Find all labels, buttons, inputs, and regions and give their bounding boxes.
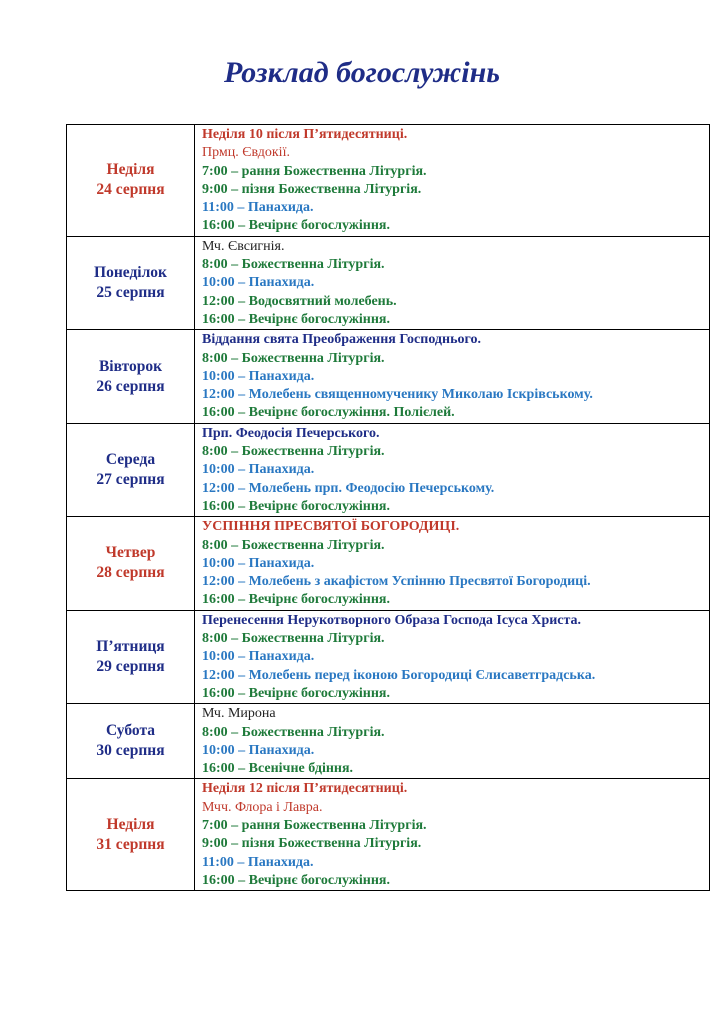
event-line: 12:00 – Молебень священномученику Миколаю Іскрівському. [202, 387, 593, 403]
event-line: Прмц. Євдокії. [202, 145, 290, 161]
event-line: 16:00 – Вечірнє богослужіння. [202, 311, 391, 327]
event-line: 10:00 – Панахида. [202, 462, 315, 478]
day-name: Неділя [106, 815, 155, 833]
day-cell [67, 330, 195, 423]
schedule-row [67, 330, 710, 423]
day-cell [67, 704, 195, 779]
day-date: 24 серпня [96, 181, 165, 199]
day-date: 25 серпня [96, 284, 165, 302]
event-line: 9:00 – пізня Божественна Літургія. [202, 181, 422, 197]
day-cell [67, 423, 195, 516]
day-name: Четвер [105, 544, 156, 562]
event-line: 10:00 – Панахида. [202, 275, 315, 291]
day-date: 26 серпня [96, 377, 165, 395]
event-line: 10:00 – Панахида. [202, 555, 315, 571]
event-line: УСПІННЯ ПРЕСВЯТОЇ БОГОРОДИЦІ. [202, 519, 460, 535]
day-cell [67, 236, 195, 329]
events-cell [195, 125, 710, 237]
schedule-row [67, 423, 710, 516]
event-line: Прп. Феодосія Печерського. [202, 425, 380, 441]
event-line: 16:00 – Вечірнє богослужіння. [202, 872, 391, 888]
day-cell [67, 610, 195, 703]
event-line: 9:00 – пізня Божественна Літургія. [202, 836, 422, 852]
events-cell [195, 517, 710, 610]
event-line: Перенесення Нерукотворного Образа Господа Ісуса Христа. [202, 612, 582, 628]
event-line: Мч. Євсигнія. [202, 238, 285, 254]
event-line: 11:00 – Панахида. [202, 200, 314, 216]
event-line: 11:00 – Панахида. [202, 854, 314, 870]
event-line: 7:00 – рання Божественна Літургія. [202, 163, 427, 179]
page-title: Розклад богослужінь [224, 56, 500, 89]
event-line: 8:00 – Божественна Літургія. [202, 724, 385, 740]
event-line: 12:00 – Молебень прп. Феодосію Печерському. [202, 480, 495, 496]
events-cell [195, 330, 710, 423]
event-line: 10:00 – Панахида. [202, 742, 315, 758]
schedule-row [67, 236, 710, 329]
day-name: Неділя [106, 161, 155, 179]
event-line: 16:00 – Вечірнє богослужіння. [202, 218, 391, 234]
event-line: 8:00 – Божественна Літургія. [202, 444, 385, 460]
schedule-row [67, 704, 710, 779]
event-line: 16:00 – Всенічне бдіння. [202, 761, 354, 777]
event-line: 8:00 – Божественна Літургія. [202, 537, 385, 553]
event-line: 16:00 – Вечірнє богослужіння. [202, 498, 391, 514]
schedule-row [67, 125, 710, 237]
event-line: 7:00 – рання Божественна Літургія. [202, 817, 427, 833]
schedule-row [67, 779, 710, 891]
event-line: Неділя 10 після П’ятидесятниці. [202, 127, 408, 142]
event-line: 12:00 – Молебень з акафістом Успінню Пресвятої Богородиці. [202, 574, 591, 590]
events-cell [195, 610, 710, 703]
day-name: Середа [105, 450, 156, 468]
event-line: Неділя 12 після П’ятидесятниці. [202, 781, 408, 797]
event-line: 12:00 – Водосвятний молебень. [202, 293, 397, 309]
day-cell [67, 517, 195, 610]
event-line: 10:00 – Панахида. [202, 368, 315, 384]
event-line: Віддання свята Преображення Господнього. [202, 332, 481, 348]
schedule-table [66, 124, 710, 891]
event-line: 8:00 – Божественна Літургія. [202, 257, 385, 273]
events-cell [195, 704, 710, 779]
day-date: 28 серпня [96, 564, 165, 582]
day-name: Вівторок [98, 357, 163, 375]
day-date: 31 серпня [96, 835, 165, 853]
event-line: Мч. Мирона [202, 706, 276, 722]
day-date: 27 серпня [96, 470, 165, 488]
day-name: Понеділок [94, 264, 167, 282]
day-date: 30 серпня [96, 742, 165, 760]
schedule-body [67, 125, 710, 891]
event-line: 8:00 – Божественна Літургія. [202, 350, 385, 366]
day-cell [67, 779, 195, 891]
event-line: 12:00 – Молебень перед іконою Богородиці Єлисаветградська. [202, 667, 596, 683]
events-cell [195, 779, 710, 891]
events-cell [195, 423, 710, 516]
event-line: 8:00 – Божественна Літургія. [202, 631, 385, 647]
day-name: Субота [106, 722, 155, 740]
event-line: 16:00 – Вечірнє богослужіння. [202, 592, 391, 608]
events-cell [195, 236, 710, 329]
schedule-row [67, 517, 710, 610]
event-line: 16:00 – Вечірнє богослужіння. Полієлей. [202, 405, 455, 421]
event-line: 10:00 – Панахида. [202, 649, 315, 665]
schedule-row [67, 610, 710, 703]
day-date: 29 серпня [96, 657, 165, 675]
event-line: Мчч. Флора і Лавра. [202, 799, 323, 815]
day-name: П’ятниця [96, 637, 165, 655]
day-cell [67, 125, 195, 237]
event-line: 16:00 – Вечірнє богослужіння. [202, 685, 391, 701]
